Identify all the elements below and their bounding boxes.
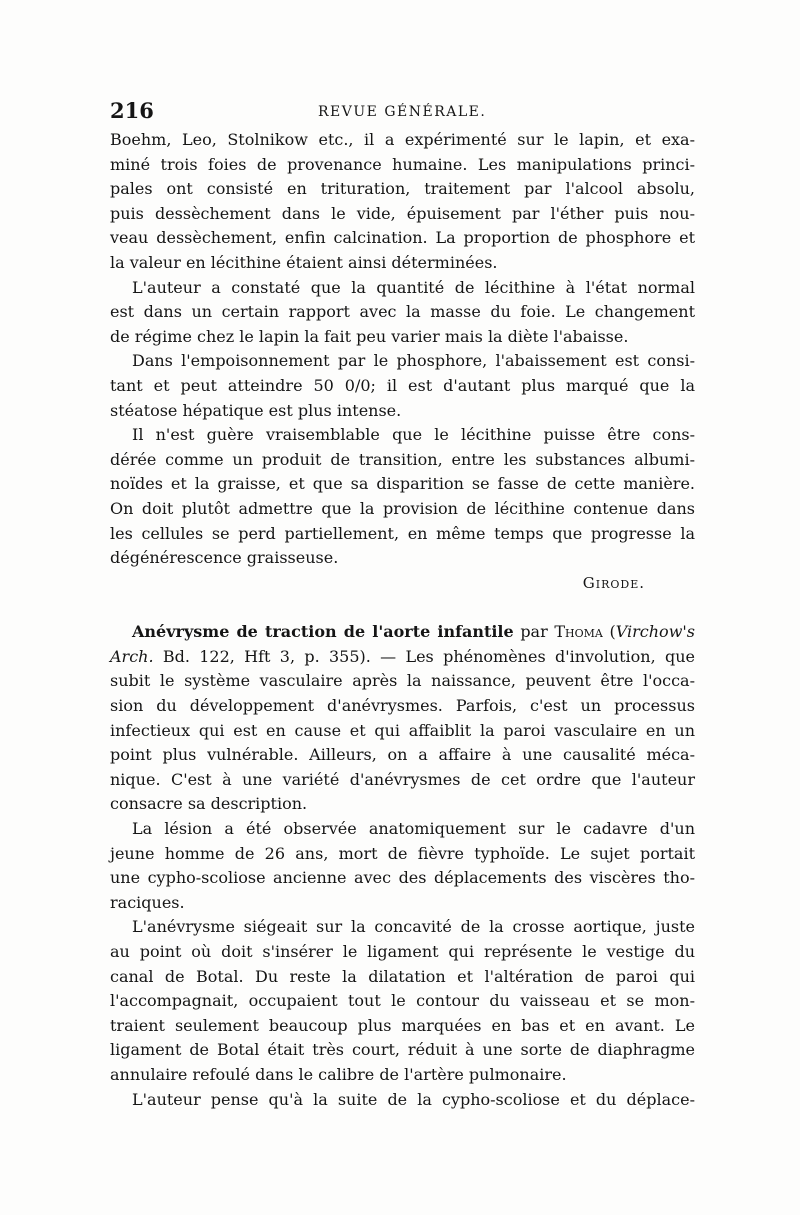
text-line: Arch. Bd. 122, Hft 3, p. 355). — Les phénomènes d'involution, que [110, 646, 695, 666]
text-line: jeune homme de 26 ans, mort de fièvre typhoïde. Le sujet portait [110, 843, 695, 863]
text-line: Il n'est guère vraisemblable que le lécithine puisse être cons- [132, 425, 695, 445]
text-line: les cellules se perd partiellement, en même temps que progresse la [110, 523, 695, 543]
text-line: Boehm, Leo, Stolnikow etc., il a expérimenté sur le lapin, et exa- [110, 130, 695, 149]
text-line: annulaire refoulé dans le calibre de l'artère pulmonaire. [110, 1064, 567, 1084]
text-line: Dans l'empoisonnement par le phosphore, l'abaissement est consi- [132, 351, 695, 371]
section-gap [110, 595, 695, 620]
text-line: au point où doit s'insérer le ligament qui représente le vestige du [110, 942, 695, 961]
text-line: subit le système vasculaire après la naissance, peuvent être l'occa- [110, 671, 695, 691]
text-line: puis dessèchement dans le vide, épuisement par l'éther puis nou- [110, 203, 695, 223]
text-line: canal de Botal. Du reste la dilatation et l'altération de paroi qui [110, 966, 695, 986]
text-line: sion du développement d'anévrysmes. Parfois, c'est un processus [110, 696, 695, 716]
text-line: La lésion a été observée anatomiquement sur le cadavre d'un [132, 819, 695, 839]
text-line: point plus vulnérable. Ailleurs, on a affaire à une causalité méca- [110, 745, 695, 765]
text-line: tant et peut atteindre 50 0/0; il est d'autant plus marqué que la [110, 375, 695, 395]
text-line: L'auteur pense qu'à la suite de la cypho-scoliose et du déplace- [132, 1089, 695, 1109]
text-line: est dans un certain rapport avec la masse du foie. Le changement [110, 302, 695, 322]
text-line: dérée comme un produit de transition, entre les substances albumi- [110, 449, 695, 469]
text-line: stéatose hépatique est plus intense. [110, 400, 402, 420]
text-line: consacre sa description. [110, 794, 308, 814]
text-line: l'accompagnait, occupaient tout le contour du vaisseau et se mon- [110, 991, 695, 1011]
text-line: veau dessèchement, enfin calcination. La proportion de phosphore et [110, 228, 695, 248]
article-author: Thoma [554, 622, 603, 642]
page-header [110, 98, 695, 128]
text-line: pales ont consisté en trituration, traitement par l'alcool absolu, [110, 179, 695, 199]
text-line: la valeur en lécithine étaient ainsi déterminées. [110, 252, 498, 272]
text-line: traient seulement beaucoup plus marquées en bas et en avant. Le [110, 1015, 695, 1035]
text-line: miné trois foies de provenance humaine. Les manipulations princi- [110, 154, 695, 174]
text-line: dégénérescence graisseuse. [110, 548, 339, 568]
journal-name: Virchow's [615, 622, 695, 642]
text-line: On doit plutôt admettre que la provision de lécithine contenue dans [110, 498, 695, 518]
text-line: L'anévrysme siégeait sur la concavité de la crosse aortique, juste [132, 917, 695, 937]
text-line: infectieux qui est en cause et qui affaiblit la paroi vasculaire en un [110, 720, 695, 740]
text-line: noïdes et la graisse, et que sa disparition se fasse de cette manière. [110, 474, 695, 494]
journal-abbrev: Arch. [110, 646, 154, 666]
text-line: une cypho-scoliose ancienne avec des déplacements des viscères tho- [110, 868, 695, 888]
author-signature: Girode. [582, 573, 645, 592]
body-text [110, 128, 695, 1112]
article-title: Anévrysme de traction de l'aorte infantile [132, 622, 514, 642]
text-line: L'auteur a constaté que la quantité de lécithine à l'état normal [132, 277, 695, 297]
running-head: REVUE GÉNÉRALE. [318, 104, 487, 120]
text-line: ligament de Botal était très court, réduit à une sorte de diaphragme [110, 1040, 695, 1060]
text-line: nique. C'est à une variété d'anévrysmes de cet ordre que l'auteur [110, 769, 695, 789]
text-line: de régime chez le lapin la fait peu varier mais la diète l'abaisse. [110, 326, 629, 346]
text-line: raciques. [110, 892, 185, 912]
article-heading-line: Anévrysme de traction de l'aorte infantile par Thoma (Virchow's [132, 622, 695, 642]
page-number: 216 [110, 98, 154, 123]
